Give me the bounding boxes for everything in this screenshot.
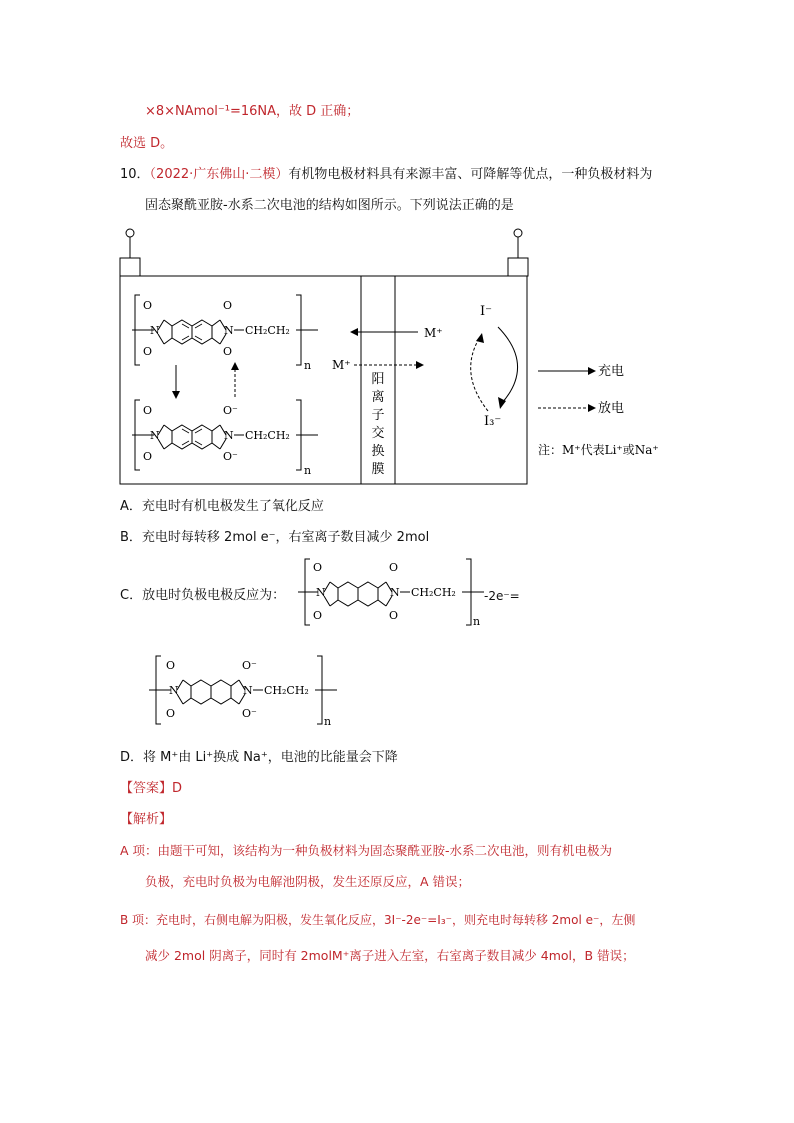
- triiodide-label: I₃⁻: [484, 414, 502, 429]
- svg-text:O: O: [166, 659, 176, 672]
- svg-text:O: O: [389, 609, 399, 622]
- svg-text:O: O: [143, 299, 153, 312]
- svg-text:CH₂CH₂: CH₂CH₂: [411, 586, 456, 599]
- figure-note: 注：M⁺代表Li⁺或Na⁺: [538, 443, 659, 457]
- svg-text:O: O: [223, 299, 233, 312]
- svg-text:n: n: [304, 359, 312, 372]
- svg-text:n: n: [473, 615, 481, 628]
- svg-text:O: O: [223, 345, 233, 358]
- legend-discharge: 放电: [598, 401, 625, 416]
- question-source: （2022·广东佛山·二模）: [149, 167, 289, 182]
- svg-text:O: O: [313, 561, 323, 574]
- svg-text:n: n: [324, 715, 332, 728]
- svg-text:N: N: [316, 586, 326, 599]
- iodide-label: I⁻: [480, 304, 492, 319]
- svg-text:交: 交: [371, 426, 385, 441]
- option-d: D．将 M⁺由 Li⁺换成 Na⁺，电池的比能量会下降: [120, 750, 398, 765]
- svg-text:N: N: [150, 324, 160, 337]
- svg-text:O⁻: O⁻: [242, 659, 257, 672]
- option-c-product-structure: [145, 650, 355, 730]
- question-stem-line1: [120, 167, 652, 183]
- m-plus-label-right: M⁺: [424, 326, 443, 340]
- svg-text:N: N: [224, 324, 234, 337]
- svg-text:阳: 阳: [371, 372, 385, 387]
- battery-diagram: [110, 225, 680, 490]
- question-stem-text: 有机物电极材料具有来源丰富、可降解等优点，一种负极材料为: [288, 167, 653, 182]
- svg-text:换: 换: [371, 444, 385, 459]
- question-stem-line2: 固态聚酰亚胺-水系二次电池的结构如图所示。下列说法正确的是: [145, 198, 514, 213]
- analysis-a-line2: 负极，充电时负极为电解池阴极，发生还原反应，A 错误；: [145, 874, 471, 889]
- option-c-prefix: C．放电时负极电极反应为：: [120, 588, 286, 603]
- question-number: 10．: [120, 167, 150, 182]
- svg-text:O: O: [313, 609, 323, 622]
- svg-text:O⁻: O⁻: [223, 450, 238, 463]
- m-plus-label-left: M⁺: [332, 358, 351, 372]
- prev-formula-line: ×8×NAmol⁻¹=16NA，故 D 正确；: [145, 104, 360, 119]
- svg-text:膜: 膜: [371, 462, 385, 477]
- svg-text:离: 离: [371, 390, 385, 405]
- analysis-label: 【解析】: [120, 812, 173, 827]
- option-b: B．充电时每转移 2mol e⁻，右室离子数目减少 2mol: [120, 530, 430, 545]
- svg-text:O: O: [143, 404, 153, 417]
- svg-text:n: n: [304, 464, 312, 477]
- legend-charge: 充电: [598, 364, 625, 379]
- svg-text:N: N: [243, 684, 253, 697]
- svg-text:O⁻: O⁻: [242, 707, 257, 720]
- polyimide-neutral: [132, 295, 318, 372]
- svg-text:N: N: [150, 429, 160, 442]
- svg-text:N: N: [169, 684, 179, 697]
- answer-label: 【答案】D: [120, 781, 183, 796]
- svg-text:N: N: [224, 429, 234, 442]
- svg-text:CH₂CH₂: CH₂CH₂: [245, 429, 290, 442]
- svg-text:O: O: [143, 345, 153, 358]
- analysis-a-line1: A 项：由题干可知，该结构为一种负极材料为固态聚酰亚胺-水系二次电池，则有机电极为: [120, 843, 613, 858]
- svg-text:CH₂CH₂: CH₂CH₂: [264, 684, 309, 697]
- svg-text:子: 子: [371, 408, 385, 423]
- svg-text:O: O: [389, 561, 399, 574]
- svg-text:O: O: [166, 707, 176, 720]
- polyimide-reduced: [132, 400, 318, 477]
- analysis-b-line2: 减少 2mol 阴离子，同时有 2molM⁺离子进入左室，右室离子数目减少 4mol，B 错误；: [145, 948, 635, 963]
- svg-text:O: O: [143, 450, 153, 463]
- svg-text:O⁻: O⁻: [223, 404, 238, 417]
- prev-conclusion: 故选 D。: [120, 136, 174, 151]
- option-a: A．充电时有机电极发生了氧化反应: [120, 499, 324, 514]
- analysis-b-line1: B 项：充电时，右侧电解为阳极，发生氧化反应，3I⁻-2e⁻=I₃⁻，则充电时每转移 2mol e⁻，左侧: [120, 913, 636, 927]
- svg-text:N: N: [390, 586, 400, 599]
- svg-text:CH₂CH₂: CH₂CH₂: [245, 324, 290, 337]
- option-c-suffix: -2e⁻=: [484, 589, 520, 603]
- membrane-label: [371, 372, 384, 477]
